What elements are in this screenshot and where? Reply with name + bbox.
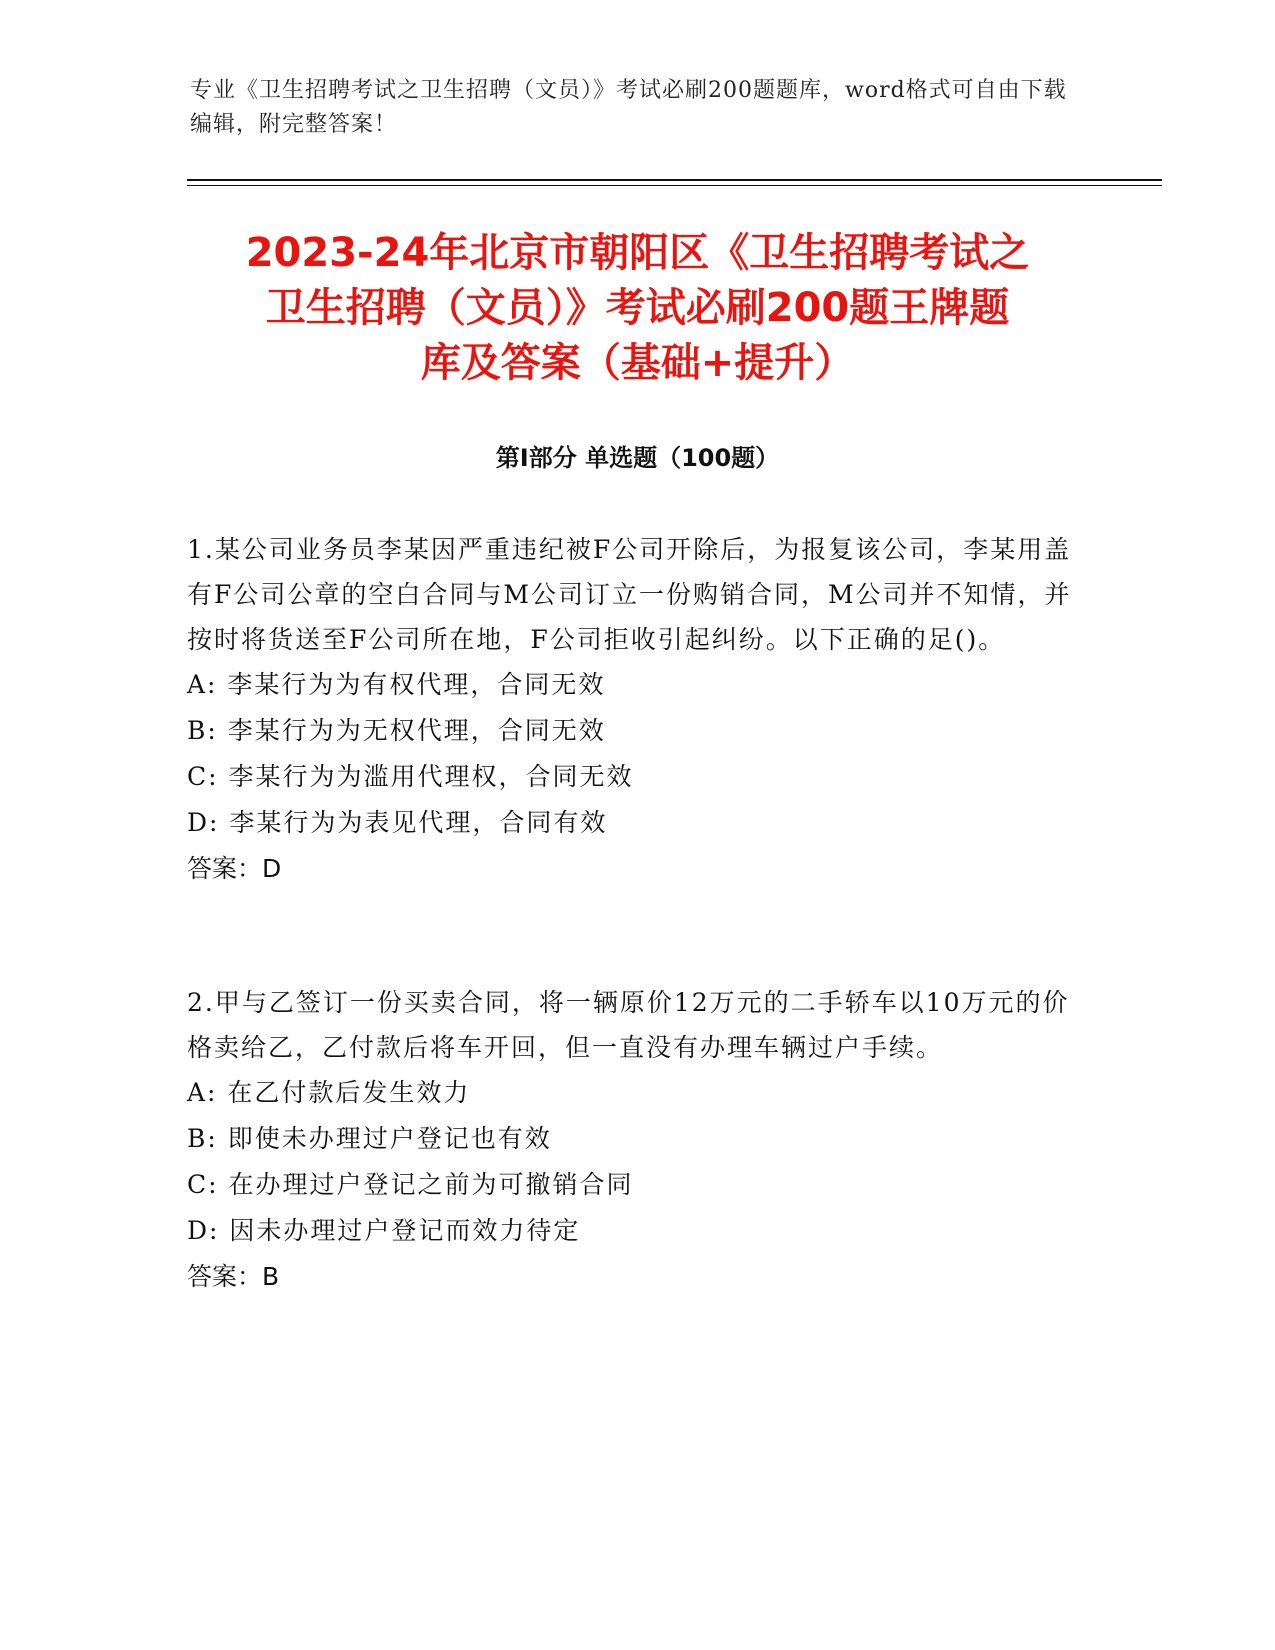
option-c: C: 李某行为为滥用代理权，合同无效 bbox=[187, 762, 634, 791]
document-title-line-3: 库及答案（基础+提升） bbox=[420, 340, 855, 386]
question-2 bbox=[187, 980, 1087, 1300]
option-c: C: 在办理过户登记之前为可撤销合同 bbox=[187, 1170, 634, 1199]
question-1 bbox=[187, 527, 1087, 892]
option-a: A: 李某行为为有权代理，合同无效 bbox=[187, 670, 606, 699]
question-stem: 2.甲与乙签订一份买卖合同，将一辆原价12万元的二手轿车以10万元的价格卖给乙，乙付款后将车开回，但一直没有办理车辆过户手续。 bbox=[187, 988, 1070, 1062]
section-heading: 第Ⅰ部分 单选题（100题） bbox=[495, 444, 780, 472]
option-d: D: 因未办理过户登记而效力待定 bbox=[187, 1216, 581, 1245]
header-note: 专业《卫生招聘考试之卫生招聘（文员）》考试必刷200题题库，word格式可自由下载编辑，附完整答案！ bbox=[190, 78, 1067, 137]
header-rule-thick bbox=[187, 179, 1162, 181]
option-b: B: 即使未办理过户登记也有效 bbox=[187, 1124, 552, 1153]
option-b: B: 李某行为为无权代理，合同无效 bbox=[187, 716, 606, 745]
option-a: A: 在乙付款后发生效力 bbox=[187, 1078, 471, 1107]
question-stem: 1.某公司业务员李某因严重违纪被F公司开除后，为报复该公司，李某用盖有F公司公章的空白合同与M公司订立一份购销合同，M公司并不知情，并按时将货送至F公司所在地，F公司拒收引起纠纷。以下正确的足()。 bbox=[187, 535, 1072, 654]
header-rule-thin bbox=[187, 185, 1162, 186]
document-title-line-2: 卫生招聘（文员）》考试必刷200题王牌题 bbox=[265, 285, 1010, 331]
answer: 答案：D bbox=[187, 854, 282, 883]
option-d: D: 李某行为为表见代理，合同有效 bbox=[187, 808, 608, 837]
document-title bbox=[170, 226, 1105, 391]
document-title-line-1: 2023-24年北京市朝阳区《卫生招聘考试之 bbox=[245, 230, 1030, 276]
answer: 答案：B bbox=[187, 1262, 280, 1291]
